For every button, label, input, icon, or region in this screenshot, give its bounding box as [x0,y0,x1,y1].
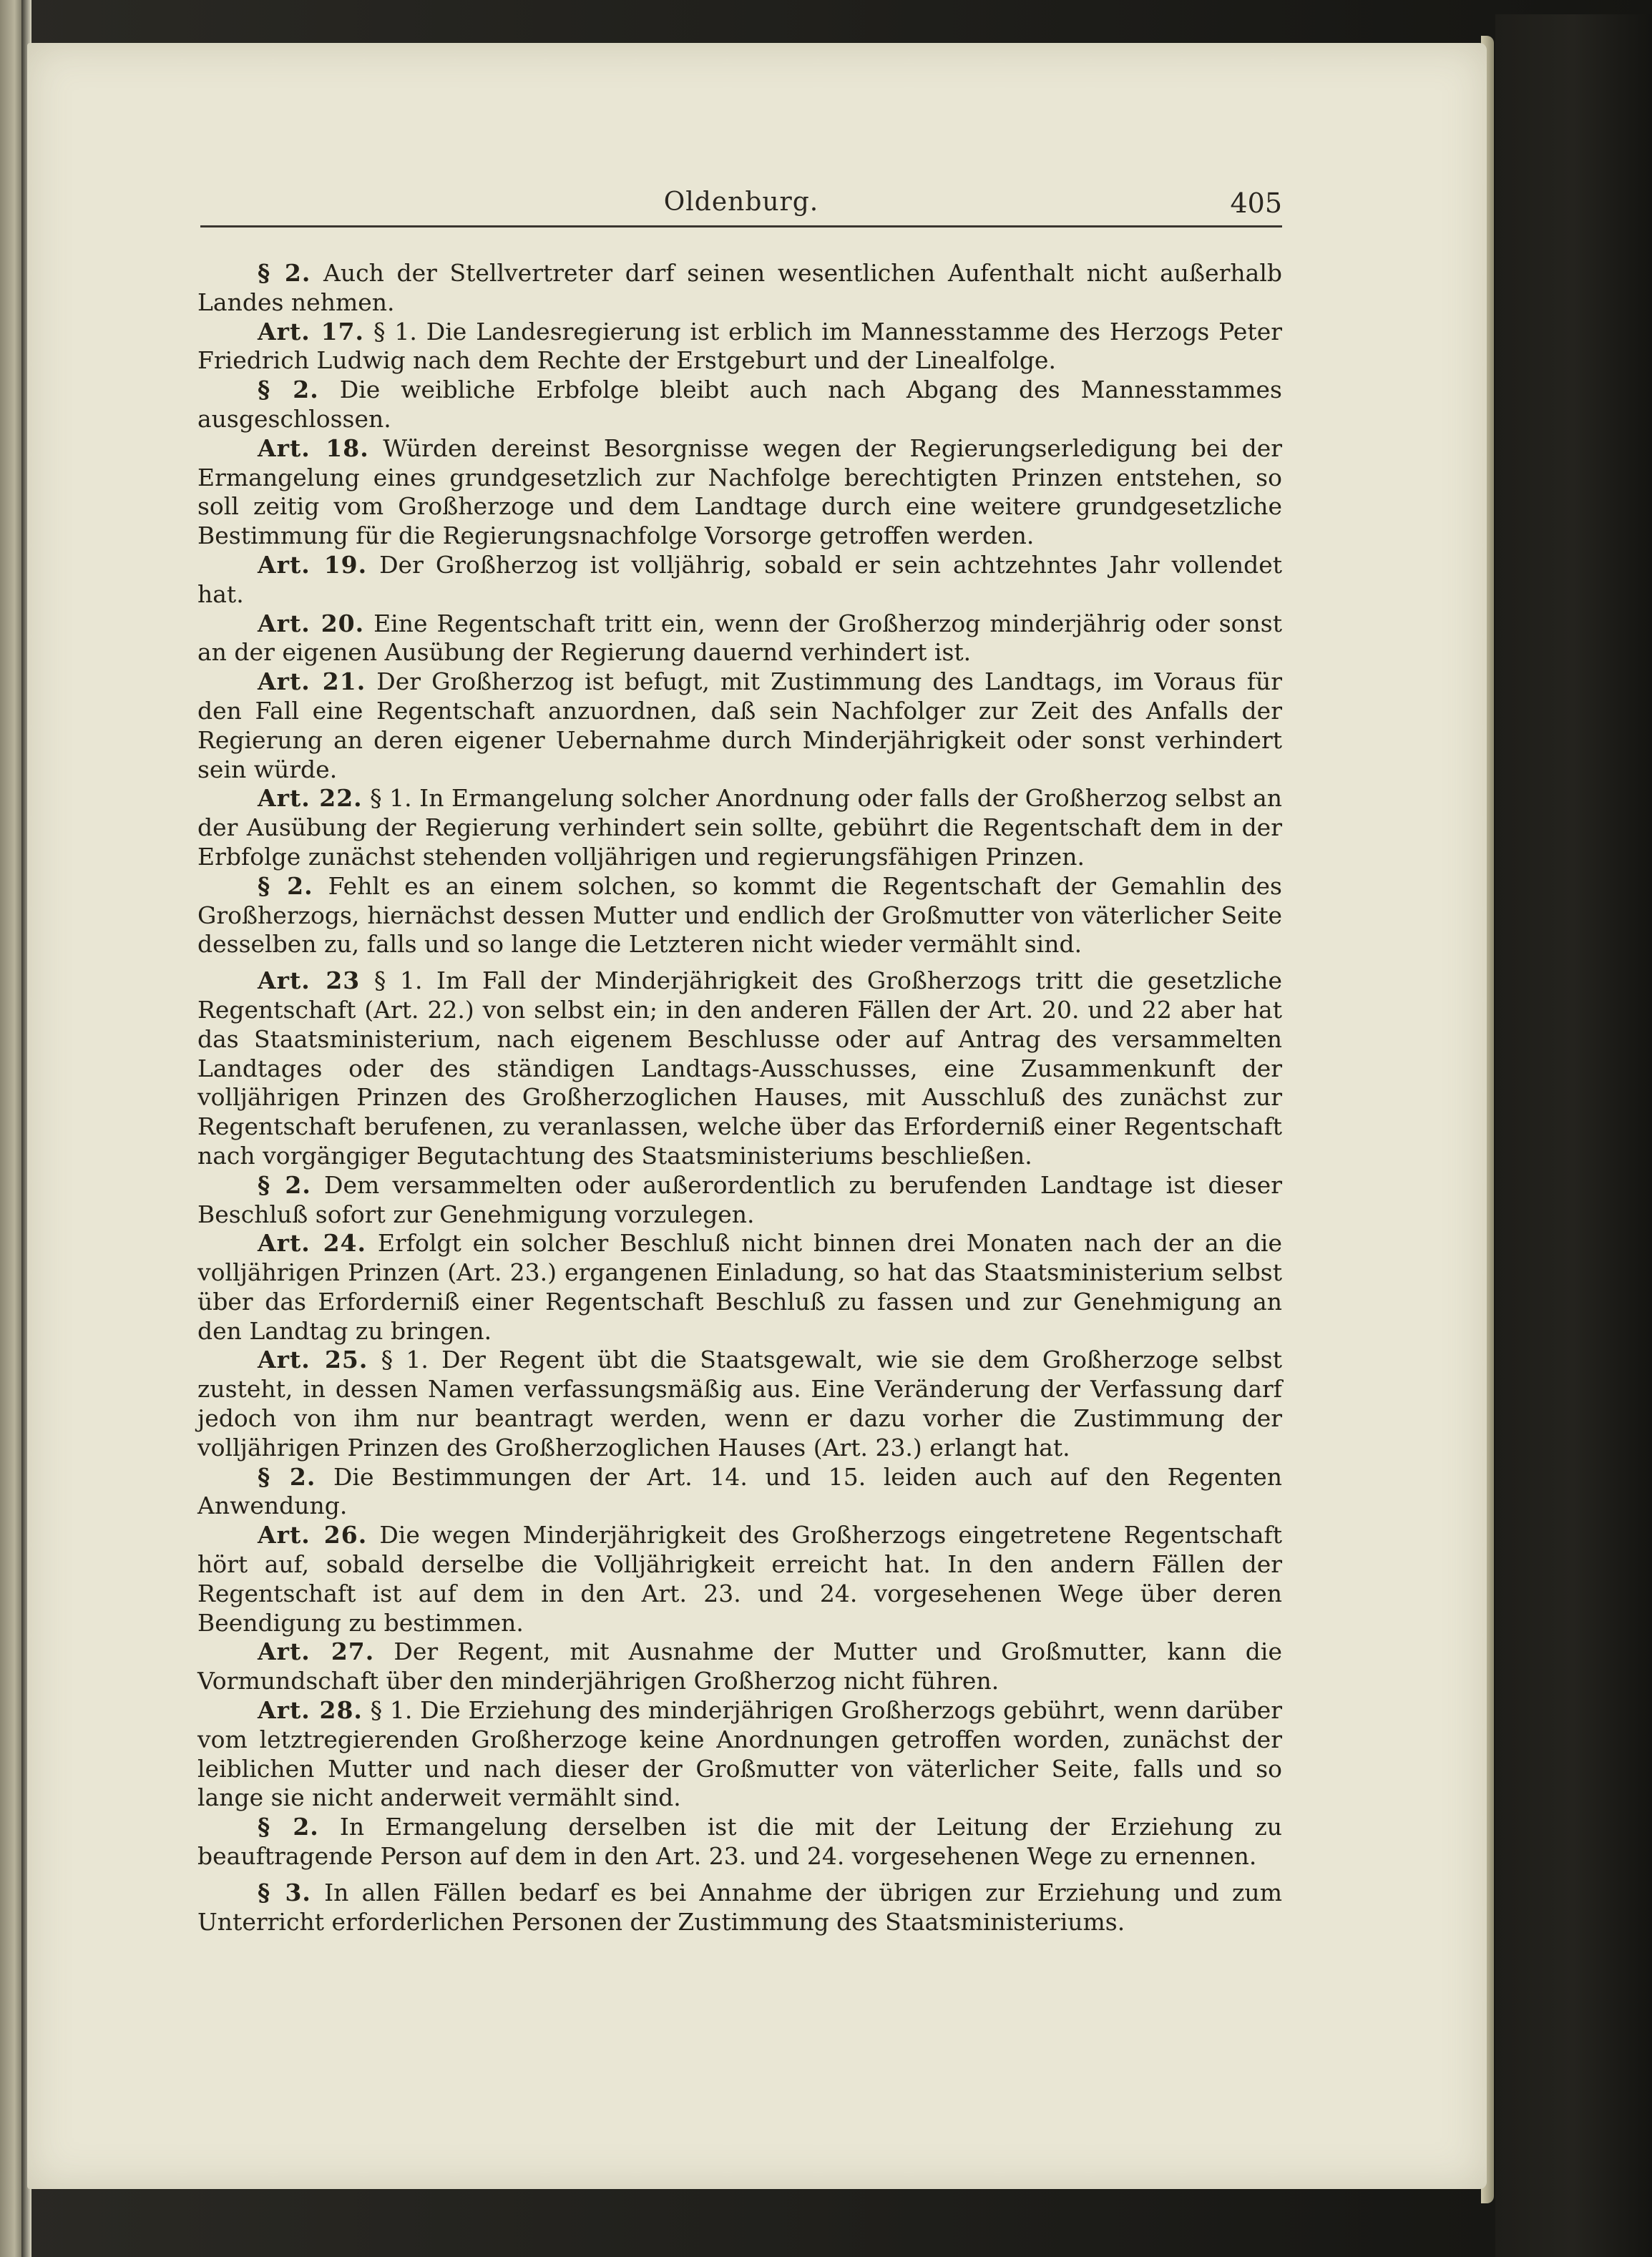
section-label: Art. 28. [258,1696,363,1725]
paragraph [197,872,1282,959]
section-label: § 3. [258,1878,311,1906]
section-label: § 2. [258,376,319,404]
paragraph-text: Die weibliche Erbfolge bleibt auch nach Abgang des Mannesstammes ausgeschlossen. [197,376,1282,433]
paragraph [197,1696,1282,1813]
paragraph [197,1229,1282,1346]
paragraph-text: § 1. Im Fall der Minderjährigkeit des Großherzogs tritt die gesetzliche Regentschaft (Art. 22.) von selbst ein; in den anderen Fällen der Art. 20. und 22 aber hat das Staatsministerium, nach eigenem Beschlusse oder auf Antrag des versammelten Landtages oder des ständigen Landtags-Ausschusses, eine Zusammenkunft der volljährigen Prinzen des Großherzoglichen Hauses, mit Ausschluß des zunächst zur Regentschaft berufenen, zu veranlassen, welche über das Erforderniß einer Regentschaft nach vorgängiger Begutachtung des Staatsministeriums beschließen. [197,966,1282,1170]
paragraph-text: § 1. Die Erziehung des minderjährigen Großherzogs gebührt, wenn darüber vom letztregierenden Großherzoge keine Anordnungen getroffen worden, zunächst der leiblichen Mutter und nach dieser der Großmutter von väterlicher Seite, falls und so lange sie nicht anderweit vermählt sind. [197,1696,1282,1812]
header-rule [200,225,1282,227]
paragraph [197,259,1282,318]
paragraph [197,1879,1282,1937]
paragraph [197,551,1282,609]
paragraph-text: Der Großherzog ist befugt, mit Zustimmung des Landtags, im Voraus für den Fall eine Regentschaft anzuordnen, daß sein Nachfolger zur Zeit des Anfalls der Regierung an deren eigener Uebernahme durch Minderjährigkeit oder sonst verhindert sein würde. [197,667,1282,783]
section-label: Art. 27. [258,1637,375,1666]
paragraph [197,434,1282,551]
paragraph-text: § 1. Die Landesregierung ist erblich im Mannesstamme des Herzogs Peter Friedrich Ludwig nach dem Rechte der Erstgeburt und der Linealfolge. [197,317,1282,375]
section-label: § 2. [258,1813,319,1841]
paragraph-text: Eine Regentschaft tritt ein, wenn der Großherzog minderjährig oder sonst an der eigenen Ausübung der Regierung dauernd verhindert ist. [197,609,1282,667]
section-label: Art. 22. [258,784,363,813]
section-label: § 2. [258,1462,316,1491]
paragraph-text: Fehlt es an einem solchen, so kommt die Regentschaft der Gemahlin des Großherzogs, hiernächst dessen Mutter und endlich der Großmutter von väterlicher Seite desselben zu, falls und so lange die Letzteren nicht wieder vermählt sind. [197,871,1282,959]
section-label: Art. 19. [258,550,368,579]
body-text [197,259,1282,1937]
paragraph-text: In Ermangelung derselben ist die mit der Leitung der Erziehung zu beauftragende Person auf dem in den Art. 23. und 24. vorgesehenen Wege zu ernennen. [197,1813,1282,1871]
book-cover-binding [1495,14,1652,2257]
section-label: Art. 23 [258,966,361,995]
paragraph-text: Auch der Stellvertreter darf seinen wesentlichen Aufenthalt nicht außerhalb Landes nehmen. [197,259,1282,316]
page-number: 405 [1230,187,1282,219]
paragraph-text: In allen Fällen bedarf es bei Annahme der übrigen zur Erziehung und zum Unterricht erforderlichen Personen der Zustimmung des Staatsministeriums. [197,1878,1282,1936]
section-label: Art. 25. [258,1346,368,1374]
paragraph-text: § 1. Der Regent übt die Staatsgewalt, wie sie dem Großherzoge selbst zusteht, in dessen Namen verfassungsmäßig aus. Eine Veränderung der Verfassung darf jedoch von ihm nur beantragt werden, wenn er dazu vorher die Zustimmung der volljährigen Prinzen des Großherzoglichen Hauses (Art. 23.) erlangt hat. [197,1346,1283,1462]
paragraph-text: Dem versammelten oder außerordentlich zu berufenden Landtage ist dieser Beschluß sofort zur Genehmigung vorzulegen. [197,1170,1282,1228]
section-label: Art. 21. [258,667,366,696]
paragraph-text: Erfolgt ein solcher Beschluß nicht binnen drei Monaten nach der an die volljährigen Prinzen (Art. 23.) ergangenen Einladung, so hat das Staatsministerium selbst über das Erforderniß einer Regentschaft Beschluß zu fassen und zur Genehmigung an den Landtag zu bringen. [197,1229,1283,1345]
paragraph-text: Würden dereinst Besorgnisse wegen der Regierungserledigung bei der Ermangelung eines grundgesetzlich zur Nachfolge berechtigten Prinzen entstehen, so soll zeitig vom Großherzoge und dem Landtage durch eine weitere grundgesetzliche Bestimmung für die Regierungsnachfolge Vorsorge getroffen werden. [197,434,1282,550]
paragraph [197,966,1282,1171]
section-label: Art. 17. [258,317,365,346]
paragraph [197,1463,1282,1522]
paragraph [197,376,1282,434]
paragraph-text: Der Großherzog ist volljährig, sobald er sein achtzehntes Jahr vollendet hat. [197,550,1282,608]
paragraph-text: § 1. In Ermangelung solcher Anordnung oder falls der Großherzog selbst an der Ausübung der Regierung verhindert sein sollte, gebührt die Regentschaft dem in der Erbfolge zunächst stehenden volljährigen und regierungsfähigen Prinzen. [197,784,1283,871]
page-header [200,187,1282,226]
paragraph [197,1346,1282,1462]
section-label: § 2. [258,871,313,900]
section-label: § 2. [258,1170,311,1199]
paragraph [197,1637,1282,1696]
facing-page-edge [0,0,24,2257]
paragraph [197,1813,1282,1871]
section-label: Art. 18. [258,434,369,462]
paragraph [197,1521,1282,1637]
running-head: Oldenburg. [663,187,819,217]
paragraph [197,318,1282,376]
paragraph-text: Die wegen Minderjährigkeit des Großherzogs eingetretene Regentschaft hört auf, sobald derselbe die Volljährigkeit erreicht hat. In den andern Fällen der Regentschaft ist auf dem in den Art. 23. und 24. vorgesehenen Wege über deren Beendigung zu bestimmen. [197,1521,1282,1637]
section-label: Art. 26. [258,1521,368,1549]
paragraph [197,784,1282,871]
section-label: § 2. [258,259,311,287]
paragraph-text: Der Regent, mit Ausnahme der Mutter und Großmutter, kann die Vormundschaft über den minderjährigen Großherzog nicht führen. [197,1637,1282,1695]
paragraph [197,609,1282,668]
paragraph [197,667,1282,784]
paragraph [197,1171,1282,1230]
section-label: Art. 20. [258,609,365,637]
section-label: Art. 24. [258,1229,367,1258]
paragraph-text: Die Bestimmungen der Art. 14. und 15. leiden auch auf den Regenten Anwendung. [197,1462,1282,1520]
